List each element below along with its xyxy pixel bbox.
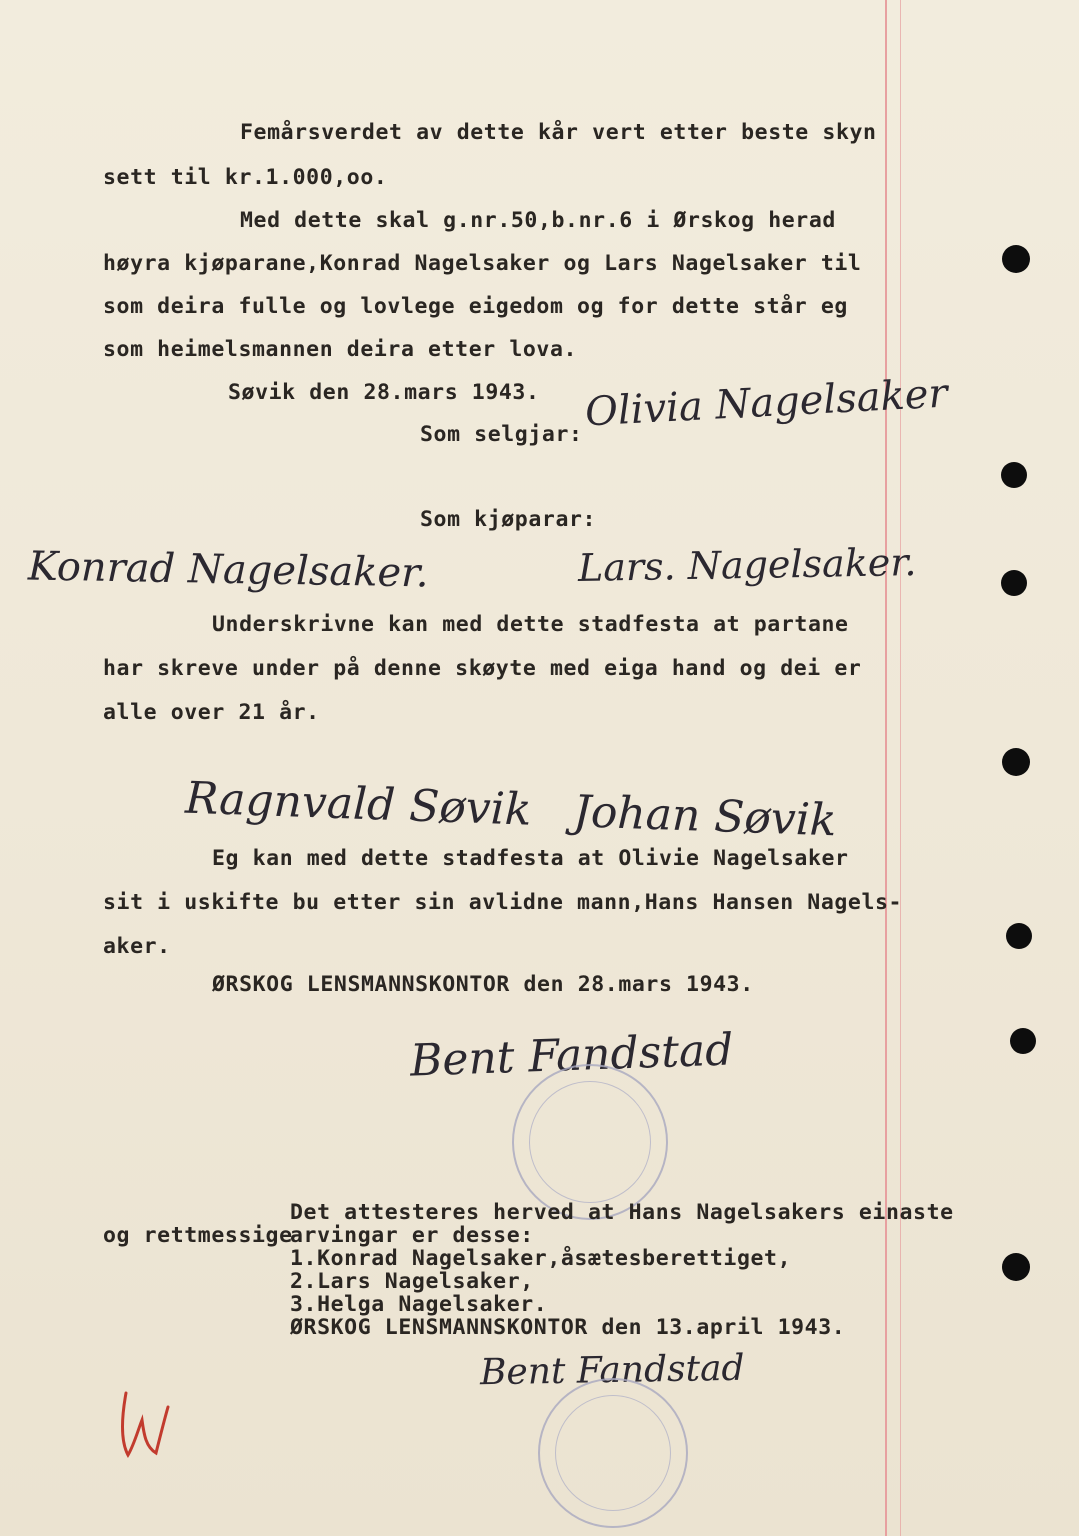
heirs-intro-rest: arvingar er desse: xyxy=(290,1223,534,1248)
red-pencil-mark xyxy=(112,1385,182,1465)
punch-hole xyxy=(1002,1253,1030,1281)
typed-line: Med dette skal g.nr.50,b.nr.6 i Ørskog herad xyxy=(240,208,836,233)
punch-hole xyxy=(1010,1028,1036,1054)
witness-signatures: Ragnvald Søvik Johan Søvik xyxy=(184,772,838,847)
typed-line: sit i uskifte bu etter sin avlidne mann,Hans Hansen Nagels- xyxy=(103,890,903,915)
punch-hole xyxy=(1002,748,1030,776)
place-date: Søvik den 28.mars 1943. xyxy=(228,380,540,405)
typed-line: aker. xyxy=(103,934,171,959)
punch-hole xyxy=(1001,462,1027,488)
margin-line-secondary xyxy=(900,0,901,1536)
buyers-label: Som kjøparar: xyxy=(420,507,597,532)
punch-hole xyxy=(1006,923,1032,949)
margin-line xyxy=(885,0,887,1536)
office-date-1: ØRSKOG LENSMANNSKONTOR den 28.mars 1943. xyxy=(212,972,754,997)
typed-line: som heimelsmannen deira etter lova. xyxy=(103,337,578,362)
buyer-signature-1: Konrad Nagelsaker. xyxy=(27,543,429,597)
heir-item: 3.Helga Nagelsaker. xyxy=(290,1292,548,1317)
typed-line: Underskrivne kan med dette stadfesta at partane xyxy=(212,612,849,637)
typed-line: Eg kan med dette stadfesta at Olivie Nagelsaker xyxy=(212,846,849,871)
office-date-2: ØRSKOG LENSMANNSKONTOR den 13.april 1943. xyxy=(290,1315,846,1340)
typed-line: Femårsverdet av dette kår vert etter beste skyn xyxy=(240,120,877,145)
typed-line: sett til kr.1.000,oo. xyxy=(103,165,388,190)
heir-item: 2.Lars Nagelsaker, xyxy=(290,1269,534,1294)
seller-signature: Olivia Nagelsaker xyxy=(584,370,949,436)
buyer-signature-2: Lars. Nagelsaker. xyxy=(577,540,917,590)
official-stamp xyxy=(512,1064,668,1220)
heirs-intro-prefix: og rettmessige xyxy=(103,1223,293,1248)
typed-line: alle over 21 år. xyxy=(103,700,320,725)
punch-hole xyxy=(1001,570,1027,596)
punch-hole xyxy=(1002,245,1030,273)
seller-label: Som selgjar: xyxy=(420,422,583,447)
typed-line: har skreve under på denne skøyte med eiga hand og dei er xyxy=(103,656,862,681)
typed-line: som deira fulle og lovlege eigedom og for dette står eg xyxy=(103,294,848,319)
heir-item: 1.Konrad Nagelsaker,åsætesberettiget, xyxy=(290,1246,792,1271)
official-stamp xyxy=(538,1378,688,1528)
official-signature-2: Bent Fandstad xyxy=(479,1347,745,1394)
official-signature-1: Bent Fandstad xyxy=(409,1024,735,1087)
typed-line: høyra kjøparane,Konrad Nagelsaker og Lars Nagelsaker til xyxy=(103,251,862,276)
heirs-intro: Det attesteres herved at Hans Nagelsakers einaste xyxy=(290,1200,954,1225)
